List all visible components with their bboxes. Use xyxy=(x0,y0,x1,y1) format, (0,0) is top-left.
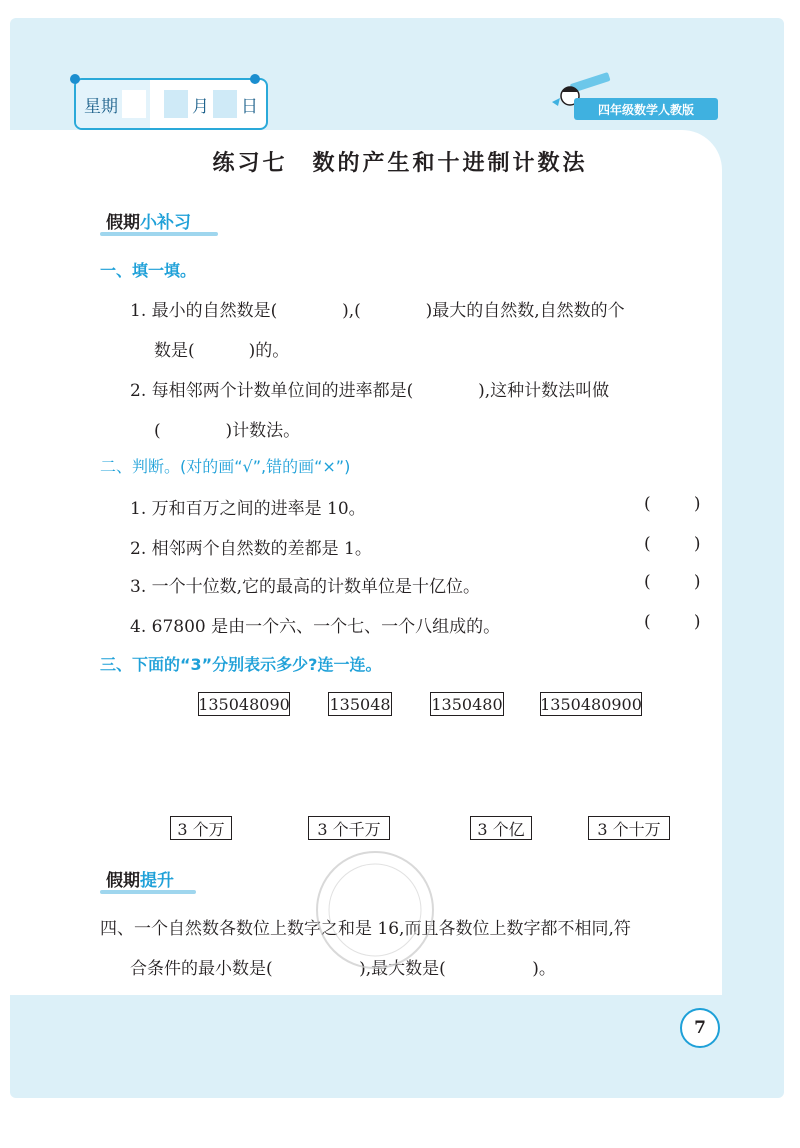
page-title: 练习七 数的产生和十进制计数法 xyxy=(212,151,588,176)
value-box[interactable]: 3 个千万 xyxy=(308,816,390,840)
pin-icon xyxy=(70,74,80,84)
page-number: 7 xyxy=(680,1008,720,1048)
badge-underline xyxy=(100,232,218,236)
month-label: 月 xyxy=(192,96,209,117)
badge-part1: 假期 xyxy=(106,870,140,891)
badge-underline xyxy=(100,890,196,894)
grade-tag: 四年级数学人教版 xyxy=(574,98,718,120)
q2-line2: ( )计数法。 xyxy=(154,421,301,441)
date-box xyxy=(74,78,268,130)
answer-paren[interactable]: ( ) xyxy=(644,612,701,632)
weekday-blank[interactable] xyxy=(122,90,146,118)
number-box[interactable]: 1350480900 xyxy=(540,692,642,716)
judge-item: 2. 相邻两个自然数的差都是 1。 xyxy=(130,539,372,559)
q1-line2: 数是( )的。 xyxy=(154,341,290,361)
pin-icon xyxy=(250,74,260,84)
judge-item: 4. 67800 是由一个六、一个七、一个八组成的。 xyxy=(130,617,501,637)
q4-line2: 合条件的最小数是( ),最大数是( )。 xyxy=(130,959,556,979)
section2-heading: 二、判断。(对的画“√”,错的画“×”) xyxy=(100,457,351,476)
badge-part2: 提升 xyxy=(140,870,174,891)
watermark-stamp xyxy=(310,840,440,980)
section1-heading: 一、填一填。 xyxy=(100,261,197,280)
q2-line1: 2. 每相邻两个计数单位间的进率都是( ),这种计数法叫做 xyxy=(130,381,610,401)
answer-paren[interactable]: ( ) xyxy=(644,534,701,554)
judge-item: 3. 一个十位数,它的最高的计数单位是十亿位。 xyxy=(130,577,481,597)
number-box[interactable]: 135048090 xyxy=(198,692,290,716)
q1-line1: 1. 最小的自然数是( ),( )最大的自然数,自然数的个 xyxy=(130,301,625,321)
value-box[interactable]: 3 个十万 xyxy=(588,816,670,840)
q4-text: 四、一个自然数各数位上数字之和是 16,而且各数位上数字都不相同,符 xyxy=(100,919,631,939)
section3-heading: 三、下面的“3”分别表示多少?连一连。 xyxy=(100,655,382,674)
number-box[interactable]: 1350480 xyxy=(430,692,504,716)
month-blank[interactable] xyxy=(164,90,188,118)
value-box[interactable]: 3 个万 xyxy=(170,816,232,840)
day-blank[interactable] xyxy=(213,90,237,118)
number-box[interactable]: 135048 xyxy=(328,692,392,716)
badge-part1: 假期 xyxy=(106,212,140,233)
judge-item: 1. 万和百万之间的进率是 10。 xyxy=(130,499,366,519)
answer-paren[interactable]: ( ) xyxy=(644,572,701,592)
badge-part2: 小补习 xyxy=(140,212,191,233)
weekday-label: 星期 xyxy=(84,96,118,117)
answer-paren[interactable]: ( ) xyxy=(644,494,701,514)
day-label: 日 xyxy=(241,96,258,117)
value-box[interactable]: 3 个亿 xyxy=(470,816,532,840)
